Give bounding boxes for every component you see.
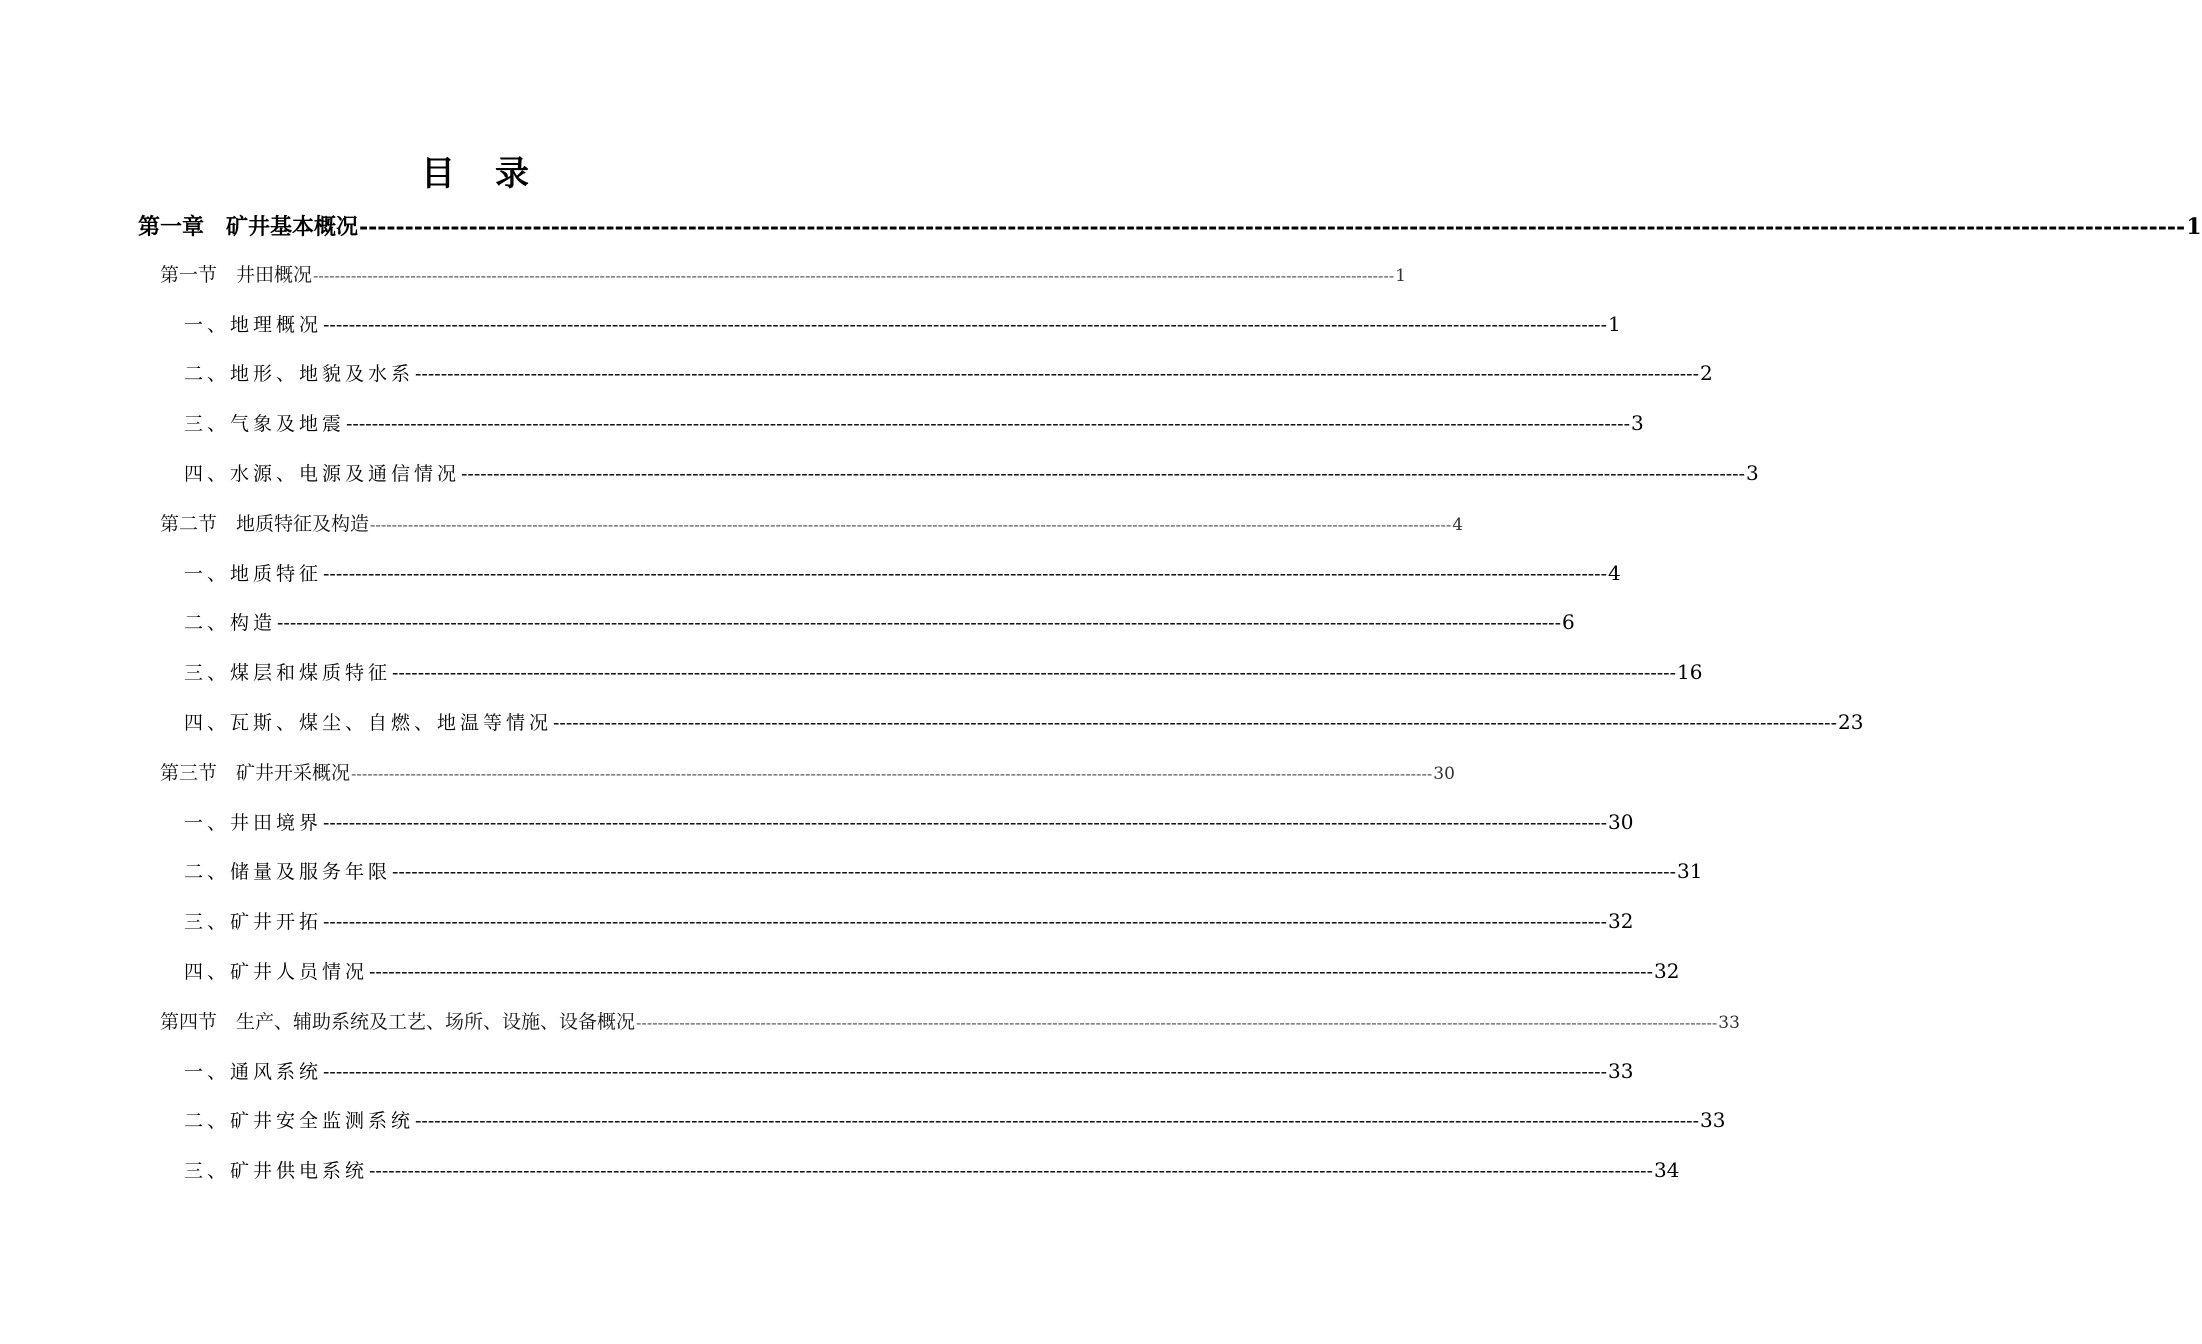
toc-page-number: 34 — [1654, 1158, 1680, 1183]
toc-page-number: 1 — [2186, 214, 2202, 240]
toc-leader-line: -------------------------------------------------------------------------------------------------------------------------------------------------------------------------------------------------------- — [369, 1160, 1653, 1183]
toc-page-number: 16 — [1677, 660, 1703, 685]
toc-entry-item[interactable] — [184, 359, 1713, 386]
toc-entry-item[interactable] — [184, 1057, 1634, 1084]
toc-leader-line: -------------------------------------------------------------------------------------------------------------------------------------------------------------------------------------------------------- — [323, 562, 1607, 585]
toc-leader-line: -------------------------------------------------------------------------------------------------------------------------------------------------------------------------------------------------------- — [351, 763, 1433, 783]
toc-entry-label: 一、通风系统 — [184, 1060, 323, 1083]
toc-entry-section[interactable] — [160, 260, 1407, 287]
toc-leader-line: -------------------------------------------------------------------------------------------------------------------------------------------------------------------------------------------------------- — [415, 1110, 1699, 1133]
toc-entry-label: 四、水源、电源及通信情况 — [184, 463, 461, 485]
toc-leader-line: -------------------------------------------------------------------------------------------------------------------------------------------------------------------------------------------------------- — [636, 1012, 1718, 1032]
toc-entry-label: 二、构造 — [184, 612, 277, 635]
toc-entry-item[interactable] — [184, 559, 1621, 586]
toc-leader-line: -------------------------------------------------------------------------------------------------------------------------------------------------------------------------------------------------------- — [346, 413, 1630, 436]
toc-entry-item[interactable] — [184, 459, 1759, 486]
toc-entry-item[interactable] — [184, 708, 1864, 735]
toc-leader-line: -------------------------------------------------------------------------------------------------------------------------------------------------------------------------------------------------------- — [369, 961, 1653, 983]
toc-entry-label: 四、瓦斯、煤尘、自燃、地温等情况 — [184, 712, 553, 734]
toc-entry-label: 一、地质特征 — [184, 562, 323, 585]
toc-page-number: 1 — [1395, 265, 1407, 286]
toc-entry-item[interactable] — [184, 608, 1575, 635]
toc-entry-label: 第四节 生产、辅助系统及工艺、场所、设施、设备概况 — [160, 1010, 636, 1033]
toc-entry-item[interactable] — [184, 957, 1680, 984]
toc-leader-line: -------------------------------------------------------------------------------------------------------------------------------------------------------------------------------------------------------- — [323, 313, 1607, 336]
toc-entry-item[interactable] — [184, 409, 1644, 436]
toc-entry-item[interactable] — [184, 808, 1634, 835]
toc-leader-line: -------------------------------------------------------------------------------------------------------------------------------------------------------------------------------------------------------- — [359, 214, 2186, 240]
toc-page-number: 33 — [1700, 1108, 1726, 1133]
toc-page-number: 30 — [1608, 809, 1634, 834]
toc-leader-line: -------------------------------------------------------------------------------------------------------------------------------------------------------------------------------------------------------- — [313, 265, 1395, 285]
toc-entry-label: 一、地理概况 — [184, 313, 323, 336]
toc-title: 目录 — [421, 154, 569, 194]
toc-entry-label: 三、气象及地震 — [184, 413, 346, 436]
toc-page-number: 3 — [1746, 461, 1759, 485]
toc-entry-label: 一、井田境界 — [184, 811, 323, 834]
toc-entry-section[interactable] — [160, 758, 1455, 785]
toc-leader-line: -------------------------------------------------------------------------------------------------------------------------------------------------------------------------------------------------------- — [277, 612, 1561, 635]
toc-page-number: 32 — [1608, 909, 1634, 934]
toc-entry-label: 三、矿井供电系统 — [184, 1160, 369, 1183]
toc-leader-line: -------------------------------------------------------------------------------------------------------------------------------------------------------------------------------------------------------- — [323, 811, 1607, 834]
toc-leader-line: -------------------------------------------------------------------------------------------------------------------------------------------------------------------------------------------------------- — [323, 1060, 1607, 1083]
toc-page-number: 32 — [1654, 959, 1680, 983]
toc-leader-line: -------------------------------------------------------------------------------------------------------------------------------------------------------------------------------------------------------- — [553, 712, 1837, 734]
toc-page-number: 2 — [1700, 361, 1713, 386]
toc-entry-label: 二、矿井安全监测系统 — [184, 1110, 415, 1133]
toc-entry-label: 第二节 地质特征及构造 — [160, 512, 370, 535]
toc-entry-label: 二、储量及服务年限 — [184, 861, 392, 884]
toc-page-number: 33 — [1718, 1012, 1740, 1033]
toc-entry-chapter[interactable] — [138, 210, 2202, 241]
toc-page-number: 6 — [1562, 610, 1575, 635]
toc-entry-section[interactable] — [160, 1007, 1740, 1034]
toc-leader-line: -------------------------------------------------------------------------------------------------------------------------------------------------------------------------------------------------------- — [392, 861, 1676, 884]
toc-page-number: 4 — [1452, 514, 1464, 535]
toc-entry-label: 第一节 井田概况 — [160, 263, 313, 286]
toc-leader-line: -------------------------------------------------------------------------------------------------------------------------------------------------------------------------------------------------------- — [392, 662, 1676, 685]
toc-entry-item[interactable] — [184, 1156, 1680, 1183]
toc-leader-line: -------------------------------------------------------------------------------------------------------------------------------------------------------------------------------------------------------- — [323, 911, 1607, 934]
toc-entry-label: 四、矿井人员情况 — [184, 961, 369, 983]
toc-page-number: 1 — [1608, 311, 1621, 336]
toc-entry-item[interactable] — [184, 310, 1621, 337]
toc-entry-item[interactable] — [184, 658, 1703, 685]
toc-leader-line: -------------------------------------------------------------------------------------------------------------------------------------------------------------------------------------------------------- — [370, 514, 1452, 534]
toc-entry-label: 三、矿井开拓 — [184, 911, 323, 934]
toc-page-number: 33 — [1608, 1058, 1634, 1083]
toc-entry-label: 三、煤层和煤质特征 — [184, 662, 392, 685]
toc-entry-label: 二、地形、地貌及水系 — [184, 363, 415, 386]
toc-page-number: 31 — [1677, 859, 1703, 884]
toc-entry-label: 第三节 矿井开采概况 — [160, 761, 351, 784]
toc-entry-label: 第一章 矿井基本概况 — [138, 214, 359, 240]
toc-page-number: 3 — [1631, 411, 1644, 436]
toc-leader-line: -------------------------------------------------------------------------------------------------------------------------------------------------------------------------------------------------------- — [415, 363, 1699, 386]
toc-entry-item[interactable] — [184, 1106, 1726, 1133]
toc-entry-section[interactable] — [160, 509, 1464, 536]
toc-leader-line: -------------------------------------------------------------------------------------------------------------------------------------------------------------------------------------------------------- — [461, 463, 1745, 485]
toc-page-number: 30 — [1433, 763, 1455, 784]
toc-page-number: 23 — [1838, 710, 1864, 734]
toc-entry-item[interactable] — [184, 857, 1703, 884]
toc-entry-item[interactable] — [184, 907, 1634, 934]
toc-page-number: 4 — [1608, 560, 1621, 585]
